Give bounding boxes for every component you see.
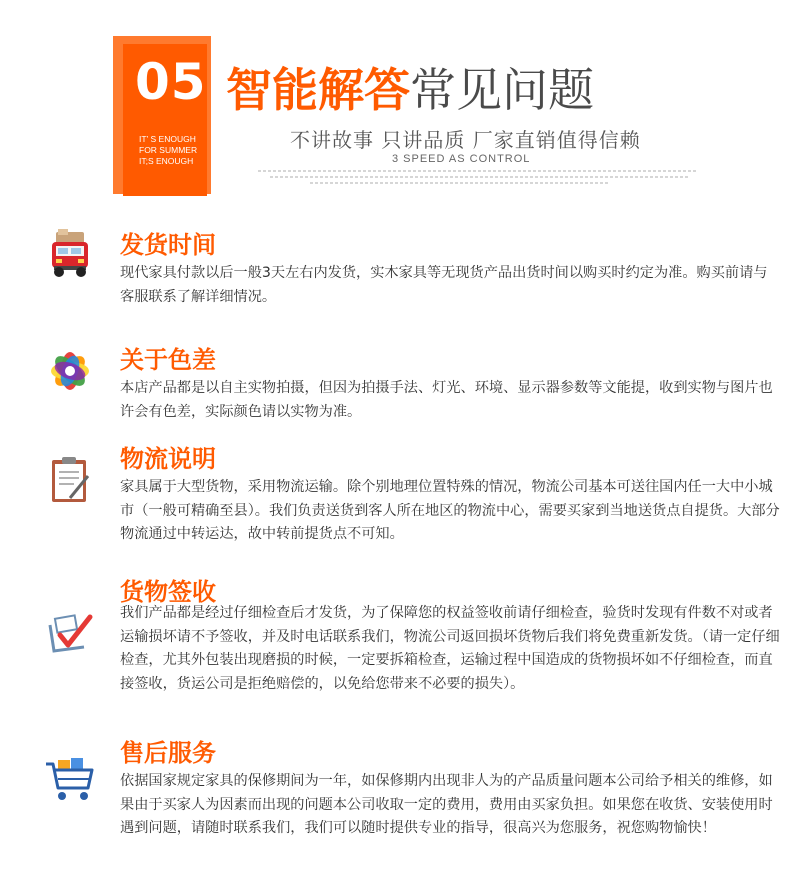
title-normal: 常见问题: [410, 63, 594, 117]
section-number-badge: [123, 44, 207, 196]
color-wheel-icon: [44, 343, 96, 395]
section-body: 现代家具付款以后一般3天左右内发货，实木家具等无现货产品出货时间以购买时约定为准。购买前请与客服联系了解详细情况。: [120, 265, 768, 305]
section-title: 关于色差: [120, 346, 216, 374]
page-title: [226, 62, 594, 118]
badge-subtext: IT’ S ENOUGH FOR SUMMER IT;S ENOUGH: [139, 134, 198, 166]
page-subtitle: 不讲故事 只讲品质 厂家直销值得信赖: [290, 128, 641, 152]
shopping-cart-icon: [44, 754, 96, 806]
section-title: 货物签收: [120, 578, 216, 606]
decorative-line: [270, 176, 690, 178]
checkmark-icon: [44, 607, 96, 659]
section-body: 依据国家规定家具的保修期间为一年，如保修期内出现非人为的产品质量问题本公司给予相关的维修，如果由于买家人为因素而出现的问题本公司收取一定的费用，费用由买家负担。如果您在收货、安装使用时遇到问题，请随时联系我们，我们可以随时提供专业的指导，很高兴为您服务，祝您购物愉快！: [120, 773, 773, 836]
section-title: 售后服务: [120, 739, 216, 767]
decorative-line: [258, 170, 698, 172]
section-body: 家具属于大型货物，采用物流运输。除个别地理位置特殊的情况，物流公司基本可送往国内任一大中小城市（一般可精确至县）。我们负责送货到客人所在地区的物流中心，需要买家到当地送货点自提货。大部分物流通过中转运达，故中转前提货点不可知。: [120, 479, 780, 542]
section-title: 物流说明: [120, 445, 216, 473]
badge-number: 05: [135, 53, 207, 111]
section-body: 本店产品都是以自主实物拍摄，但因为拍摄手法、灯光、环境、显示器参数等文能提，收到实物与图片也许会有色差，实际颜色请以实物为准。: [120, 380, 773, 420]
speed-caption: 3 SPEED AS CONTROL: [392, 153, 531, 165]
decorative-line: [310, 182, 610, 184]
section-body: 我们产品都是经过仔细检查后才发货，为了保障您的权益签收前请仔细检查，验货时发现有件数不对或者运输损坏请不予签收，并及时电话联系我们，物流公司返回损坏货物后我们将免费重新发货。（请一定仔细检查，尤其外包装出现磨损的时候，一定要拆箱检查，运输过程中国造成的货物损坏如不仔细检查，而直接签收，货运公司是拒绝赔偿的，以免给您带来不必要的损失）。: [120, 605, 780, 692]
truck-icon: [44, 228, 96, 280]
title-highlight: 智能解答: [226, 63, 410, 117]
section-title: 发货时间: [120, 231, 216, 259]
clipboard-icon: [44, 454, 96, 506]
